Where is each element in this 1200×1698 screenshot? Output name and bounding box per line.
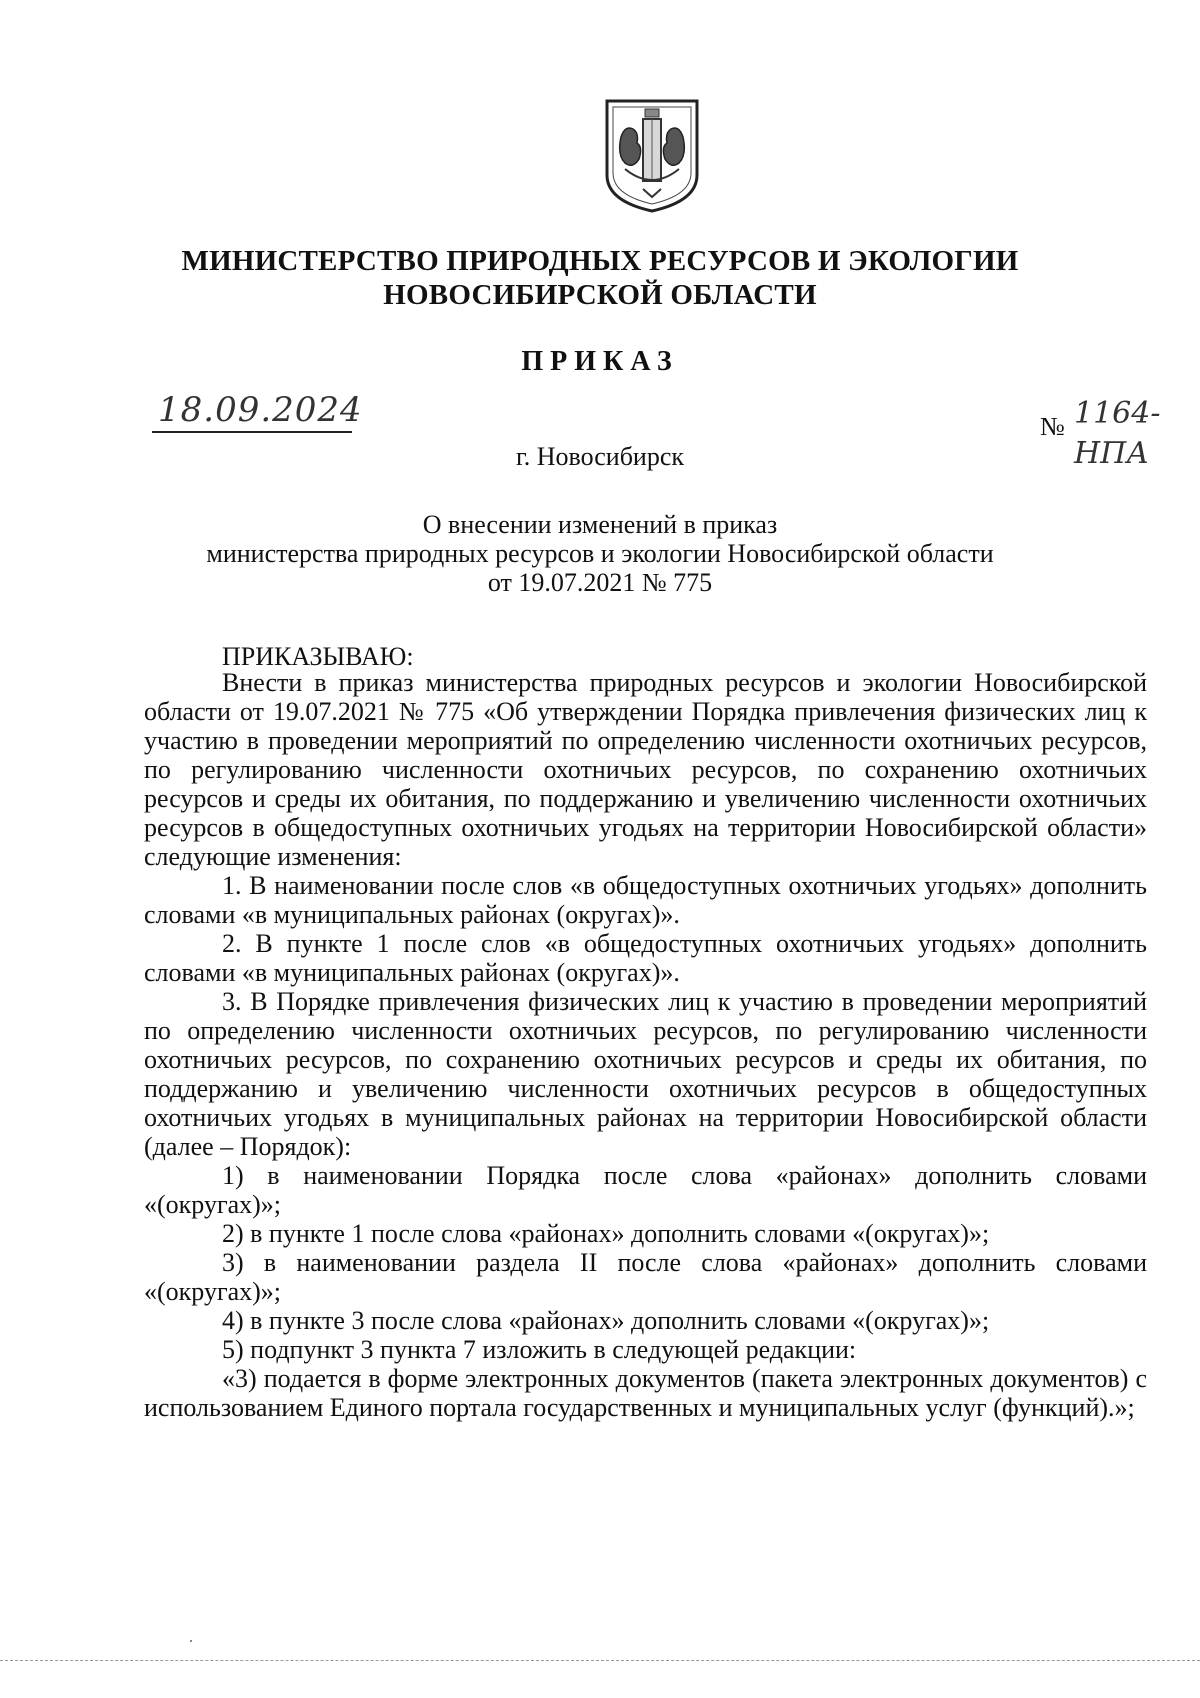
paragraph: 1) в наименовании Порядка после слова «районах» дополнить словами «(округах)»; — [144, 1161, 1147, 1219]
city: г. Новосибирск — [515, 442, 685, 471]
paragraph: 3) в наименовании раздела II после слова «районах» дополнить словами «(округах)»; — [144, 1248, 1147, 1306]
paragraph: 5) подпункт 3 пункта 7 изложить в следующей редакции: — [222, 1335, 857, 1364]
order-word: ПРИКАЗЫВАЮ: — [222, 642, 414, 671]
paragraph: 2. В пункте 1 после слов «в общедоступных охотничьих угодьях» дополнить словами «в муниципальных районах (округах)». — [144, 929, 1147, 987]
paragraph: 2) в пункте 1 после слова «районах» дополнить словами «(округах)»; — [222, 1219, 990, 1248]
scan-speck — [190, 1640, 192, 1642]
ministry-line-2: НОВОСИБИРСКОЙ ОБЛАСТИ — [383, 279, 817, 311]
date-underline — [152, 431, 352, 433]
number-line-2: НПА — [1074, 436, 1150, 471]
subject-line-2: министерства природных ресурсов и экологии Новосибирской области — [206, 539, 994, 568]
coat-of-arms-icon — [603, 97, 701, 213]
ministry-line-1: МИНИСТЕРСТВО ПРИРОДНЫХ РЕСУРСОВ И ЭКОЛОГИИ — [181, 245, 1019, 277]
page-edge-line — [0, 1660, 1200, 1661]
paragraph: 1. В наименовании после слов «в общедоступных охотничьих угодьях» дополнить словами «в муниципальных районах (округах)». — [144, 871, 1147, 929]
subject-line-3: от 19.07.2021 № 775 — [487, 568, 713, 597]
document-subject — [160, 510, 1040, 597]
paragraph: 3. В Порядке привлечения физических лиц к участию в проведении мероприятий по определению численности охотничьих ресурсов, по регулированию численности охотничьих ресурсов, по сохранению охотничьих ресурсов и среды их обитания, по поддержанию и увеличению численности охотничьих ресурсов в общедоступных охотничьих угодьях в муниципальных районах на территории Новосибирской области (далее – Порядок): — [144, 987, 1147, 1161]
subject-line-1: О внесении изменений в приказ — [422, 510, 778, 539]
paragraph: 4) в пункте 3 после слова «районах» дополнить словами «(округах)»; — [222, 1306, 990, 1335]
document-date: 18.09.2024 — [158, 390, 363, 430]
document-type: ПРИКАЗ — [521, 346, 679, 377]
number-sign: № — [1040, 412, 1065, 441]
number-line-1: 1164- — [1074, 396, 1161, 431]
ministry-name — [160, 244, 1040, 312]
paragraph: Внести в приказ министерства природных ресурсов и экологии Новосибирской области от 19.07.2021 № 775 «Об утверждении Порядка привлечения физических лиц к участию в проведении мероприятий по определению численности охотничьих ресурсов, по регулированию численности охотничьих ресурсов, по сохранению охотничьих ресурсов и среды их обитания, по поддержанию и увеличению численности охотничьих ресурсов в общедоступных охотничьих угодьях на территории Новосибирской области» следующие изменения: — [144, 668, 1147, 871]
document-body — [144, 668, 1147, 1422]
paragraph: «3) подается в форме электронных документов (пакета электронных документов) с использованием Единого портала государственных и муниципальных услуг (функций).»; — [144, 1364, 1147, 1422]
